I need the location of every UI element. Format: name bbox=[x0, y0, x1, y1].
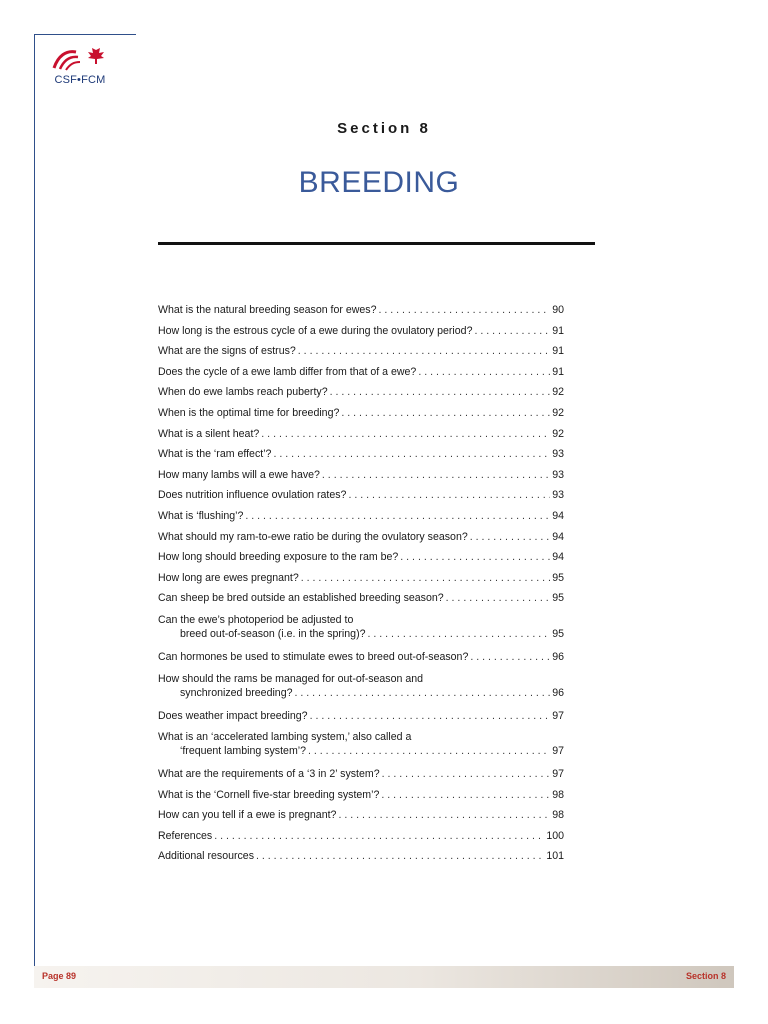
toc-dot-leader bbox=[381, 785, 550, 806]
toc-entry[interactable] bbox=[158, 465, 564, 486]
toc-page-number: 97 bbox=[552, 745, 564, 758]
toc-entry-label: Does weather impact breeding? bbox=[158, 709, 308, 722]
toc-entry-label: What is the natural breeding season for ewes? bbox=[158, 304, 377, 316]
toc-entry[interactable] bbox=[158, 805, 564, 826]
toc-dot-leader bbox=[338, 805, 550, 826]
toc-entry[interactable] bbox=[158, 403, 564, 424]
toc-entry[interactable] bbox=[158, 826, 564, 847]
toc-entry[interactable] bbox=[158, 647, 564, 668]
toc-page-number: 94 bbox=[552, 551, 564, 564]
toc-page-number: 95 bbox=[552, 627, 564, 640]
toc-entry-label: What is the ‘ram effect’? bbox=[158, 448, 272, 461]
toc-page-number: 92 bbox=[552, 427, 564, 440]
toc-entry-label: How long is the estrous cycle of a ewe during the ovulatory period? bbox=[158, 324, 473, 337]
toc-page-number: 91 bbox=[552, 324, 564, 337]
page-footer bbox=[34, 966, 734, 988]
toc-entry[interactable] bbox=[158, 382, 564, 403]
toc-entry-label: When is the optimal time for breeding? bbox=[158, 406, 340, 419]
title-divider bbox=[158, 242, 595, 245]
toc-dot-leader bbox=[245, 506, 550, 527]
toc-entry[interactable] bbox=[158, 588, 564, 609]
logo-text: CSF•FCM bbox=[54, 74, 106, 86]
toc-dot-leader bbox=[310, 706, 551, 727]
toc-entry-label: What is the ‘Cornell five-star breeding system’? bbox=[158, 788, 380, 801]
toc-entry[interactable] bbox=[158, 321, 564, 342]
toc-entry-continuation bbox=[158, 744, 564, 758]
toc-dot-leader bbox=[301, 568, 550, 589]
toc-entry-label: How long are ewes pregnant? bbox=[158, 571, 299, 584]
toc-page-number: 98 bbox=[552, 788, 564, 801]
toc-page-number: 95 bbox=[552, 592, 564, 605]
toc-dot-leader bbox=[474, 321, 550, 342]
toc-entry[interactable] bbox=[158, 668, 564, 706]
toc-entry-label: How should the rams be managed for out-of-season and bbox=[158, 672, 423, 685]
toc-entry[interactable] bbox=[158, 444, 564, 465]
toc-page-number: 93 bbox=[552, 468, 564, 481]
footer-page-number: Page 89 bbox=[42, 971, 77, 981]
toc-page-number: 101 bbox=[546, 850, 564, 863]
toc-entry[interactable] bbox=[158, 785, 564, 806]
toc-page-number: 94 bbox=[552, 509, 564, 522]
page-title: BREEDING bbox=[298, 166, 460, 199]
toc-entry-label: What should my ram-to-ewe ratio be during the ovulatory season? bbox=[158, 530, 468, 543]
table-of-contents bbox=[158, 300, 564, 867]
toc-dot-leader bbox=[348, 485, 550, 506]
toc-entry[interactable] bbox=[158, 341, 564, 362]
toc-page-number: 93 bbox=[552, 448, 564, 461]
toc-page-number: 97 bbox=[552, 768, 564, 781]
toc-entry[interactable] bbox=[158, 485, 564, 506]
toc-entry-label: When do ewe lambs reach puberty? bbox=[158, 386, 328, 399]
toc-dot-leader bbox=[295, 686, 551, 700]
toc-entry-label: What is ‘flushing’? bbox=[158, 509, 244, 522]
toc-page-number: 96 bbox=[552, 650, 564, 663]
toc-entry-label: Can sheep be bred outside an established breeding season? bbox=[158, 592, 444, 605]
toc-page-number: 96 bbox=[552, 686, 564, 699]
toc-page-number: 97 bbox=[552, 709, 564, 722]
toc-entry[interactable] bbox=[158, 527, 564, 548]
maple-leaf-sheep-icon bbox=[50, 42, 110, 72]
toc-dot-leader bbox=[341, 403, 550, 424]
toc-page-number: 91 bbox=[552, 345, 564, 358]
toc-entry-label-continued: ‘frequent lambing system’? bbox=[180, 745, 307, 758]
toc-entry-label: What are the requirements of a ‘3 in 2’ system? bbox=[158, 768, 380, 781]
toc-entry[interactable] bbox=[158, 547, 564, 568]
toc-entry-label: Additional resources bbox=[158, 850, 254, 863]
toc-dot-leader bbox=[322, 465, 550, 486]
toc-entry-label: What is an ‘accelerated lambing system,’ also called a bbox=[158, 731, 412, 744]
toc-dot-leader bbox=[368, 627, 551, 641]
toc-entry[interactable] bbox=[158, 506, 564, 527]
toc-dot-leader bbox=[308, 744, 550, 758]
toc-entry[interactable] bbox=[158, 362, 564, 383]
toc-entry-label-continued: breed out-of-season (i.e. in the spring)? bbox=[180, 627, 366, 640]
toc-entry[interactable] bbox=[158, 846, 564, 867]
toc-dot-leader bbox=[378, 300, 550, 321]
toc-dot-leader bbox=[330, 382, 551, 403]
toc-entry-label: Does the cycle of a ewe lamb differ from that of a ewe? bbox=[158, 365, 417, 378]
toc-page-number: 92 bbox=[552, 406, 564, 419]
section-label: Section 8 bbox=[337, 120, 431, 137]
toc-dot-leader bbox=[446, 588, 551, 609]
toc-entry-label: How can you tell if a ewe is pregnant? bbox=[158, 809, 337, 822]
toc-page-number: 92 bbox=[552, 386, 564, 399]
toc-page-number: 98 bbox=[552, 809, 564, 822]
toc-entry[interactable] bbox=[158, 726, 564, 764]
toc-dot-leader bbox=[382, 764, 551, 785]
toc-entry[interactable] bbox=[158, 424, 564, 445]
toc-entry-label: How many lambs will a ewe have? bbox=[158, 468, 320, 481]
toc-entry-label: What are the signs of estrus? bbox=[158, 345, 296, 358]
toc-entry[interactable] bbox=[158, 706, 564, 727]
toc-dot-leader bbox=[261, 424, 550, 445]
toc-entry-label-continued: synchronized breeding? bbox=[180, 686, 293, 699]
toc-entry[interactable] bbox=[158, 609, 564, 647]
toc-dot-leader bbox=[400, 547, 550, 568]
toc-page-number: 91 bbox=[552, 365, 564, 378]
toc-dot-leader bbox=[418, 362, 550, 383]
toc-page-number: 93 bbox=[552, 489, 564, 502]
toc-dot-leader bbox=[214, 826, 544, 847]
toc-entry[interactable] bbox=[158, 300, 564, 321]
top-margin-rule bbox=[34, 34, 136, 35]
toc-entry-label: Can hormones be used to stimulate ewes to breed out-of-season? bbox=[158, 650, 469, 663]
toc-dot-leader bbox=[470, 647, 550, 668]
toc-entry-label: How long should breeding exposure to the ram be? bbox=[158, 551, 399, 564]
toc-entry-continuation bbox=[158, 627, 564, 641]
toc-entry[interactable] bbox=[158, 568, 564, 589]
toc-page-number: 95 bbox=[552, 571, 564, 584]
toc-page-number: 94 bbox=[552, 530, 564, 543]
toc-entry[interactable] bbox=[158, 764, 564, 785]
csf-fcm-logo bbox=[44, 42, 116, 90]
toc-dot-leader bbox=[256, 846, 544, 867]
toc-entry-label: What is a silent heat? bbox=[158, 427, 260, 440]
toc-entry-continuation bbox=[158, 686, 564, 700]
toc-page-number: 90 bbox=[552, 304, 564, 316]
toc-dot-leader bbox=[470, 527, 550, 548]
toc-entry-label: Does nutrition influence ovulation rates? bbox=[158, 489, 347, 502]
footer-section-label: Section 8 bbox=[685, 971, 726, 981]
toc-entry-label: Can the ewe’s photoperiod be adjusted to bbox=[158, 613, 354, 626]
toc-dot-leader bbox=[273, 444, 550, 465]
toc-entry-label: References bbox=[158, 829, 213, 842]
toc-page-number: 100 bbox=[546, 829, 564, 842]
toc-dot-leader bbox=[298, 341, 550, 362]
